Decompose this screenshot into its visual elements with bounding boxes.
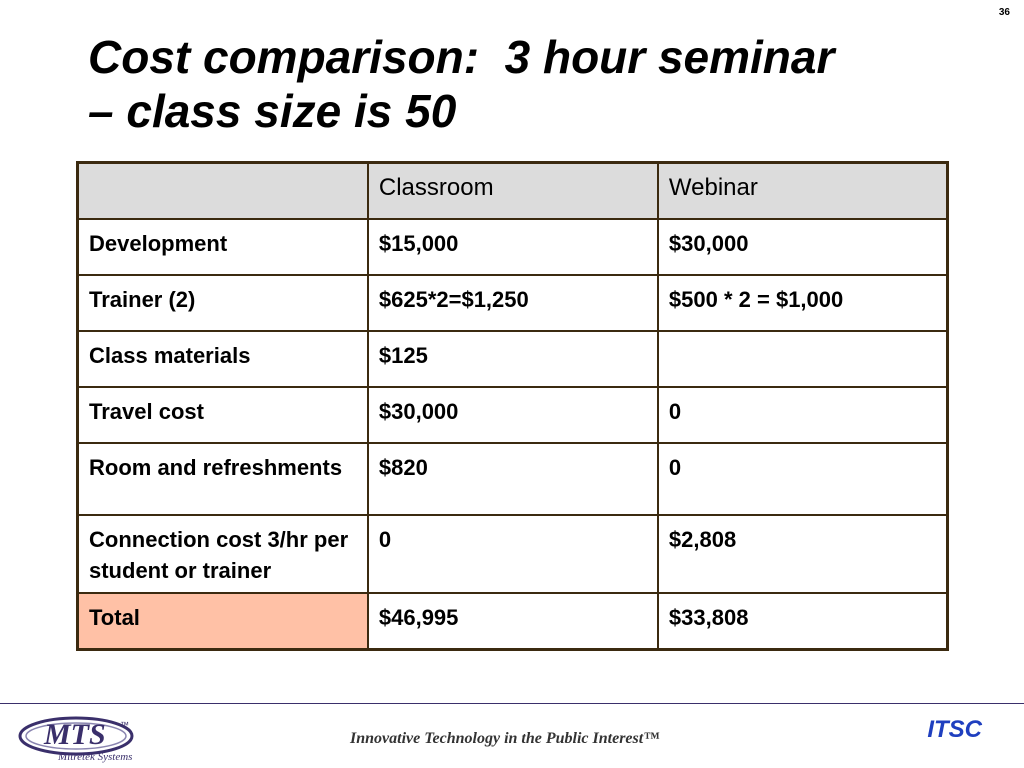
row-label: Travel cost: [78, 387, 368, 443]
logo-subtitle: Mitretek Systems: [58, 751, 133, 763]
table-row: [78, 443, 948, 515]
row-label: Connection cost 3/hr per student or trainer: [78, 515, 368, 593]
classroom-cell: $15,000: [368, 219, 658, 275]
row-label: Class materials: [78, 331, 368, 387]
classroom-cell: $625*2=$1,250: [368, 275, 658, 331]
row-label: Trainer (2): [78, 275, 368, 331]
classroom-cell: $125: [368, 331, 658, 387]
webinar-cell: [658, 331, 948, 387]
classroom-cell: $30,000: [368, 387, 658, 443]
mts-logo: [14, 708, 174, 764]
table-row: [78, 219, 948, 275]
table-header-classroom: Classroom: [368, 163, 658, 220]
cost-comparison-table: [76, 161, 949, 651]
webinar-cell: 0: [658, 387, 948, 443]
table-header-webinar: Webinar: [658, 163, 948, 220]
table-header-cell: [78, 163, 368, 220]
page-number: 36: [998, 7, 1010, 18]
table-header-row: [78, 163, 948, 220]
logo-text: MTS: [44, 718, 106, 751]
table-row-total: [78, 593, 948, 650]
webinar-cell: $500 * 2 = $1,000: [658, 275, 948, 331]
row-label: Development: [78, 219, 368, 275]
webinar-cell: $30,000: [658, 219, 948, 275]
table-row: [78, 331, 948, 387]
webinar-total: $33,808: [658, 593, 948, 650]
webinar-cell: $2,808: [658, 515, 948, 593]
webinar-cell: 0: [658, 443, 948, 515]
footer-org-label: ITSC: [927, 716, 982, 743]
footer-tagline: Innovative Technology in the Public Interest™: [350, 730, 660, 747]
table-row: [78, 275, 948, 331]
logo-tm: ™: [120, 720, 129, 730]
classroom-cell: $820: [368, 443, 658, 515]
classroom-cell: 0: [368, 515, 658, 593]
row-label: Room and refreshments: [78, 443, 368, 515]
slide-title: Cost comparison: 3 hour seminar – class size is 50: [88, 31, 835, 137]
footer-divider: [0, 703, 1024, 704]
classroom-total: $46,995: [368, 593, 658, 650]
table-row: [78, 515, 948, 593]
table-row: [78, 387, 948, 443]
total-label: Total: [78, 593, 368, 650]
